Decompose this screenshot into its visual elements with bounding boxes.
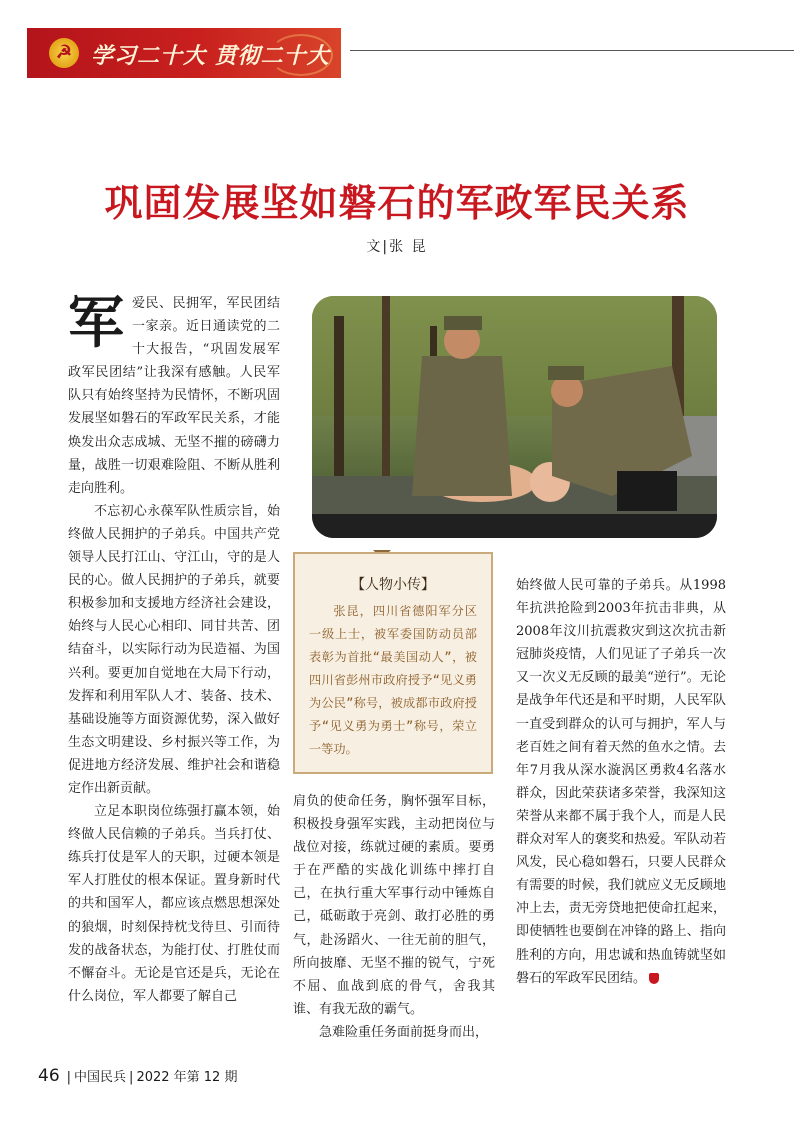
magazine-name: 中国民兵 — [74, 1070, 127, 1085]
paragraph-4: 急难险重任务面前挺身而出， — [319, 1024, 489, 1040]
article-photo — [312, 296, 717, 538]
photo-illustration — [312, 296, 717, 538]
article-title: 巩固发展坚如磐石的军政军民关系 — [104, 181, 690, 225]
column-left — [68, 292, 280, 1008]
section-banner — [27, 28, 341, 78]
byline: 文|张 昆 — [366, 239, 428, 255]
page-footer: 46 | 中国民兵 | 2022 年第 12 期 — [38, 1066, 238, 1086]
paragraph-1: 军爱民、民拥军，军民团结一家亲。近日通读党的二十大报告，“巩固发展军政军民团结”让我深有感触。人民军队只有始终坚持为民情怀，不断巩固发展坚如磐石的军政军民关系，才能焕发出众志成城、无坚不摧的磅礴力量，战胜一切艰难险阻、不断从胜利走向胜利。 — [68, 291, 280, 496]
end-mark-icon — [649, 973, 659, 984]
bio-box — [293, 552, 493, 774]
paragraph-3-continued: 肩负的使命任务，胸怀强军目标，积极投身强军实践，主动把岗位与战位对接，练就过硬的素质。要勇于在严酷的实战化训练中摔打自己，在执行重大军事行动中锤炼自己，砥砺敢于亮剑、敢打必胜的勇气，赴汤蹈火、一往无前的胆气，所向披靡、无坚不摧的锐气，宁死不屈、血战到底的骨气，舍我其谁、有我无敌的霸气。 — [293, 794, 495, 1017]
bio-text: 张昆，四川省德阳军分区一级上士，被军委国防动员部表彰为首批“最美国动人”，被四川省彭州市政府授予“见义勇为公民”称号，被成都市政府授予“见义勇为勇士”称号，荣立一等功。 — [309, 604, 477, 756]
banner-text: 学习二十大 贯彻二十大 — [91, 44, 330, 69]
paragraph-4-continued: 始终做人民可靠的子弟兵。从1998年抗洪抢险到2003年抗击非典，从2008年汶川抗震救灾到这次抗击新冠肺炎疫情，人们见证了子弟兵一次又一次义无反顾的最美“逆行”。无论是战争年代还是和平时期，人民军队一直受到群众的认可与拥护，军人与老百姓之间有着天然的鱼水之情。去年7月我从深水漩涡区勇救4名落水群众，因此荣获诸多荣誉，我深知这荣誉从来都不属于我个人，而是人民群众对军人的褒奖和热爱。军队动若风发，民心稳如磐石，只要人民群众有需要的时候，我们就应义无反顾地冲上去，责无旁贷地把使命扛起来，即使牺牲也要倒在冲锋的路上、指向胜利的方向，用忠诚和热血铸就坚如磐石的军政军民团结。 — [516, 578, 726, 986]
party-emblem-icon: ☭ — [49, 38, 79, 68]
paragraph-2: 不忘初心永葆军队性质宗旨，始终做人民拥护的子弟兵。中国共产党领导人民打江山、守江山，守的是人民的心。做人民拥护的子弟兵，就要积极参加和支援地方经济社会建设，始终与人民心心相印、同甘共苦、团结奋斗，以实际行动为民造福、为国兴利。要更加自觉地在大局下行动，发挥和利用军队人才、装备、技术、基础设施等方面资源优势，深入做好生态文明建设、乡村振兴等工作，为促进地方经济发展、维护社会和谐稳定作出新贡献。 — [68, 503, 280, 796]
drop-cap: 军 — [68, 291, 124, 356]
issue-label: 2022 年第 12 期 — [136, 1070, 238, 1085]
column-right — [516, 574, 726, 990]
page-number: 46 — [38, 1066, 60, 1086]
column-middle — [293, 790, 495, 1044]
paragraph-3: 立足本职岗位练强打赢本领，始终做人民信赖的子弟兵。当兵打仗、练兵打仗是军人的天职，过硬本领是军人打胜仗的根本保证。置身新时代的共和国军人，都应该点燃思想深处的狼烟，时刻保持枕戈待旦、引而待发的战备状态，为能打仗、打胜仗而不懈奋斗。无论是官还是兵，无论在什么岗位，军人都要了解自己 — [68, 804, 280, 1004]
header-rule — [350, 50, 794, 51]
banner-decoration — [269, 34, 333, 76]
bio-title: 【人物小传】 — [351, 577, 435, 593]
